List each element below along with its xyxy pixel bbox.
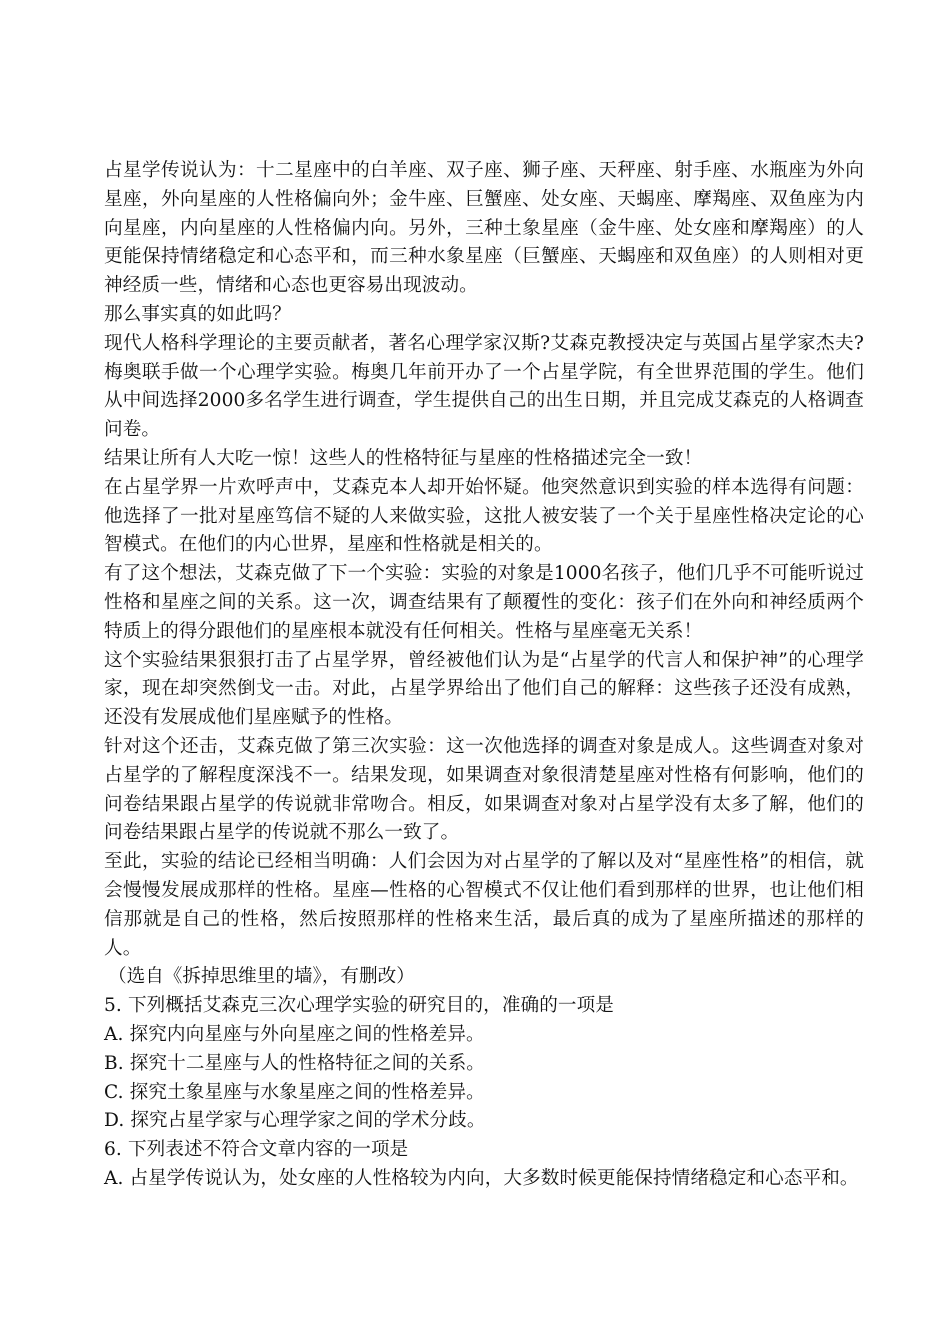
paragraph-astrology-legend: 占星学传说认为：十二星座中的白羊座、双子座、狮子座、天秤座、射手座、水瓶座为外向星座，外向星座的人性格偏向外；金牛座、巨蟹座、处女座、天蝎座、摩羯座、双鱼座为内向星座，内向星座的人性格偏内向。另外，三种土象星座（金牛座、处女座和摩羯座）的人更能保持情绪稳定和心态平和，而三种水象星座（巨蟹座、天蝎座和双鱼座）的人则相对更神经质一些，情绪和心态也更容易出现波动。 <box>104 160 864 297</box>
paragraph-third-experiment: 针对这个还击，艾森克做了第三次实验：这一次他选择的调查对象是成人。这些调查对象对占星学的了解程度深浅不一。结果发现，如果调查对象很清楚星座对性格有何影响，他们的问卷结果跟占星学的传说就非常吻合。相反，如果调查对象对占星学没有太多了解，他们的问卷结果跟占星学的传说就不那么一致了。 <box>104 735 864 844</box>
paragraph-first-result: 结果让所有人大吃一惊！这些人的性格特征与星座的性格描述完全一致！ <box>104 447 703 469</box>
question-5-stem: 5. 下列概括艾森克三次心理学实验的研究目的，准确的一项是 <box>104 995 614 1017</box>
question-5 <box>104 992 864 1136</box>
paragraph-conclusion: 至此，实验的结论已经相当明确：人们会因为对占星学的了解以及对“星座性格”的相信，就会慢慢发展成那样的性格。星座—性格的心智模式不仅让他们看到那样的世界，也让他们相信那就是自己的性格，然后按照那样的性格来生活，最后真的成为了星座所描述的那样的人。 <box>104 851 864 959</box>
question-6-option-a: A. 占星学传说认为，处女座的人性格较为内向，大多数时候更能保持情绪稳定和心态平和。 <box>104 1167 859 1189</box>
paragraph-eysenck-first-experiment: 现代人格科学理论的主要贡献者，著名心理学家汉斯?艾森克教授决定与英国占星学家杰夫?梅奥联手做一个心理学实验。梅奥几年前开办了一个占星学院，有全世界范围的学生。他们从中间选择2000多名学生进行调查，学生提供自己的出生日期，并且完成艾森克的人格调查问卷。 <box>104 332 864 441</box>
question-6-stem: 6. 下列表述不符合文章内容的一项是 <box>104 1139 409 1161</box>
source-citation: （选自《拆掉思维里的墙》，有删改） <box>108 966 415 988</box>
paragraph-eysenck-doubt: 在占星学界一片欢呼声中，艾森克本人却开始怀疑。他突然意识到实验的样本选得有问题：他选择了一批对星座笃信不疑的人来做实验，这批人被安装了一个关于星座性格决定论的心智模式。在他们的内心世界，星座和性格就是相关的。 <box>104 476 864 556</box>
question-6 <box>104 1136 864 1194</box>
paragraph-astrology-response: 这个实验结果狠狠打击了占星学界，曾经被他们认为是“占星学的代言人和保护神”的心理学家，现在却突然倒戈一击。对此，占星学界给出了他们自己的解释：这些孩子还没有成熟，还没有发展成他们星座赋予的性格。 <box>104 649 864 729</box>
article-body <box>104 157 864 1194</box>
paragraph-second-experiment: 有了这个想法，艾森克做了下一个实验：实验的对象是1000名孩子，他们几乎不可能听说过性格和星座之间的关系。这一次，调查结果有了颠覆性的变化：孩子们在外向和神经质两个特质上的得分跟他们的星座根本就没有任何相关。性格与星座毫无关系！ <box>104 563 864 642</box>
question-5-option-d: D. 探究占星学家与心理学家之间的学术分歧。 <box>104 1110 486 1132</box>
paragraph-question: 那么事实真的如此吗？ <box>104 303 291 325</box>
question-5-option-a: A. 探究内向星座与外向星座之间的性格差异。 <box>104 1023 485 1045</box>
question-5-option-c: C. 探究土象星座与水象星座之间的性格差异。 <box>104 1081 485 1103</box>
question-5-option-b: B. 探究十二星座与人的性格特征之间的关系。 <box>104 1052 485 1074</box>
